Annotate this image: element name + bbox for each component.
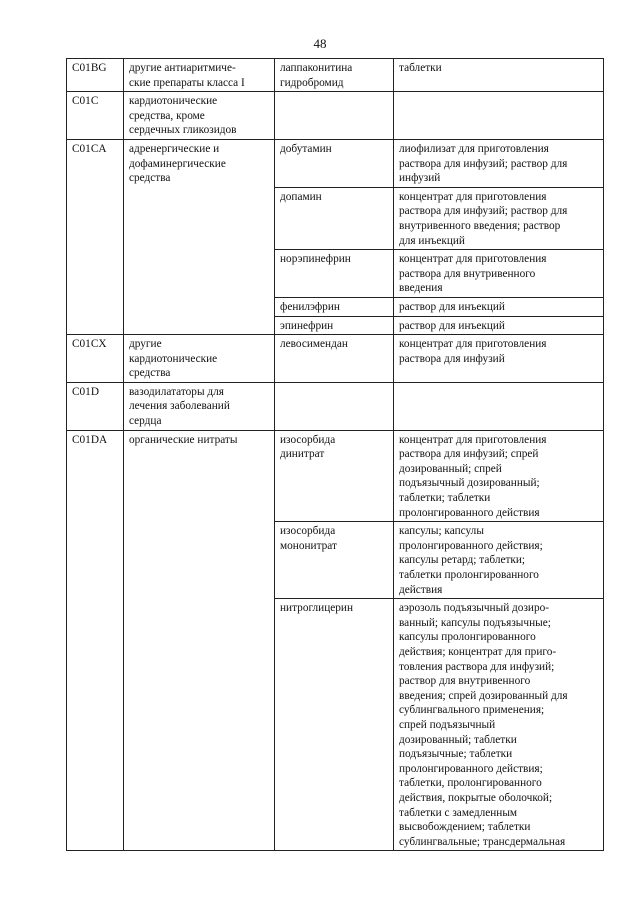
drug-classification-table	[66, 58, 604, 851]
dosage-form-cell: лиофилизат для приготовления раствора для инфузий; раствор для инфузий	[394, 139, 604, 187]
atc-code-cell: C01C	[67, 92, 124, 140]
table-row	[67, 382, 604, 430]
atc-group-cell: адренергические и дофаминергические средства	[124, 139, 275, 334]
substance-cell: изосорбида динитрат	[275, 430, 394, 522]
dosage-form-cell: раствор для инъекций	[394, 316, 604, 335]
dosage-form-cell	[394, 382, 604, 430]
dosage-form-cell: концентрат для приготовления раствора для внутривенного введения	[394, 250, 604, 298]
dosage-form-cell: концентрат для приготовления раствора для инфузий; раствор для внутривенного введения; раствор для инъекций	[394, 187, 604, 249]
atc-code-cell: C01CX	[67, 335, 124, 383]
atc-code-cell: C01CA	[67, 139, 124, 334]
dosage-form-cell	[394, 92, 604, 140]
atc-code-cell: C01DA	[67, 430, 124, 851]
dosage-form-cell: раствор для инъекций	[394, 297, 604, 316]
atc-code-cell: C01BG	[67, 59, 124, 92]
substance-cell	[275, 382, 394, 430]
substance-cell: фенилэфрин	[275, 297, 394, 316]
substance-cell: норэпинефрин	[275, 250, 394, 298]
dosage-form-cell: аэрозоль подъязычный дозиро- ванный; капсулы подъязычные; капсулы пролонгированного действия; концентрат для приго- товления раствора для инфузий; раствор для внутривенного введения; спрей дозированный для сублингвального применения; спрей подъязычный дозированный; таблетки подъязычные; таблетки пролонгированного действия; таблетки, пролонгированного действия, покрытые оболочкой; таблетки с замедленным высвобождением; таблетки сублингвальные; трансдермальная	[394, 599, 604, 851]
atc-group-cell: другие кардиотонические средства	[124, 335, 275, 383]
dosage-form-cell: концентрат для приготовления раствора для инфузий; спрей дозированный; спрей подъязычный дозированный; таблетки; таблетки пролонгированного действия	[394, 430, 604, 522]
substance-cell: левосимендан	[275, 335, 394, 383]
dosage-form-cell: капсулы; капсулы пролонгированного действия; капсулы ретард; таблетки; таблетки пролонгированного действия	[394, 522, 604, 599]
atc-group-cell: органические нитраты	[124, 430, 275, 851]
dosage-form-cell: концентрат для приготовления раствора для инфузий	[394, 335, 604, 383]
substance-cell: добутамин	[275, 139, 394, 187]
page-number: 48	[313, 36, 327, 51]
atc-group-cell: кардиотонические средства, кроме сердечных гликозидов	[124, 92, 275, 140]
atc-group-cell: вазодилататоры для лечения заболеваний сердца	[124, 382, 275, 430]
dosage-form-cell: таблетки	[394, 59, 604, 92]
substance-cell: изосорбида мононитрат	[275, 522, 394, 599]
table-row	[67, 430, 604, 522]
substance-cell: допамин	[275, 187, 394, 249]
substance-cell: эпинефрин	[275, 316, 394, 335]
table-row	[67, 335, 604, 383]
substance-cell: нитроглицерин	[275, 599, 394, 851]
substance-cell	[275, 92, 394, 140]
table-row	[67, 92, 604, 140]
table-row	[67, 59, 604, 92]
atc-code-cell: C01D	[67, 382, 124, 430]
table-row	[67, 139, 604, 187]
substance-cell: лаппаконитина гидробромид	[275, 59, 394, 92]
atc-group-cell: другие антиаритмиче- ские препараты класса I	[124, 59, 275, 92]
